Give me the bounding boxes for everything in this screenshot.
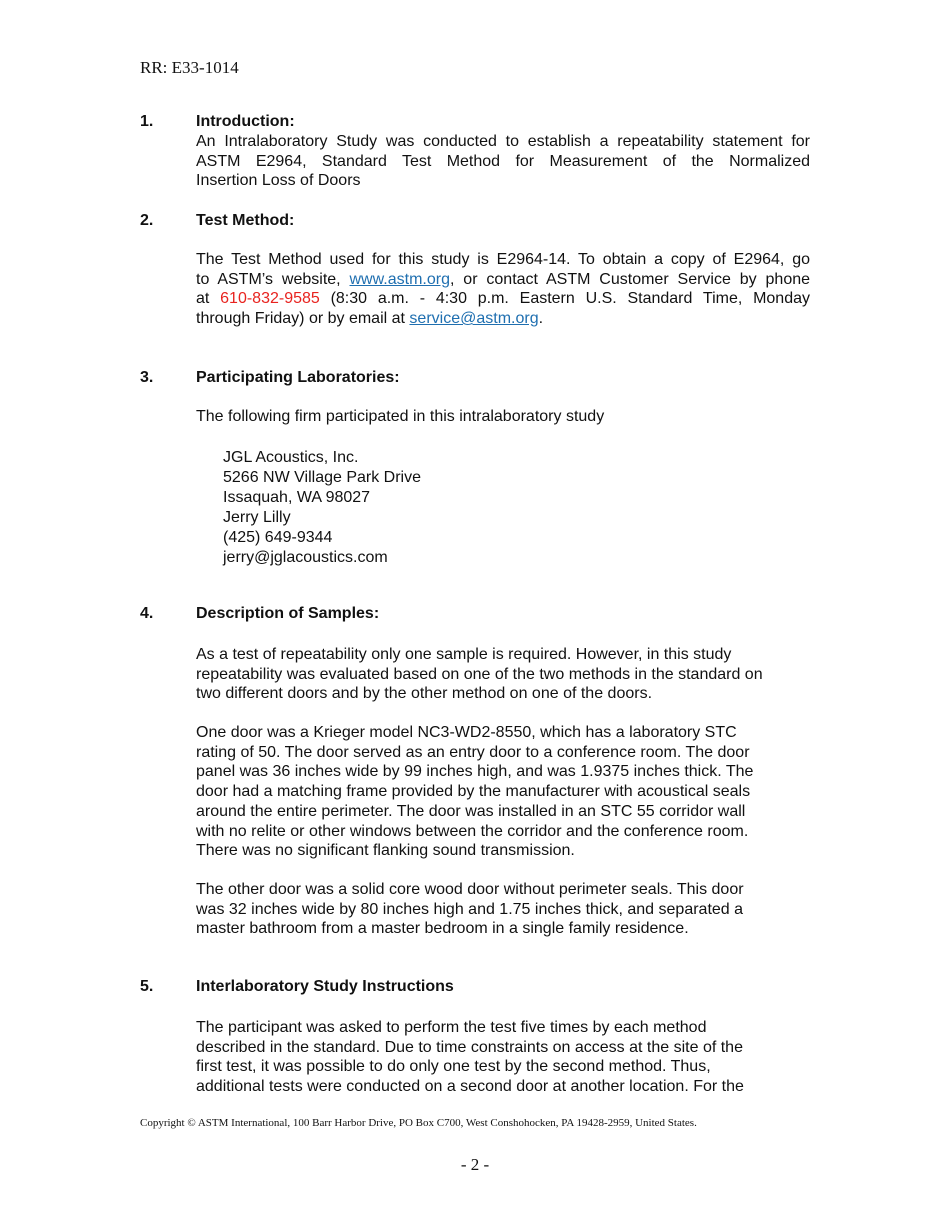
text-line: rating of 50. The door served as an entry door to a conference room. The door <box>196 743 750 761</box>
section-4-paragraph-1 <box>196 645 810 704</box>
section-5-paragraph-1 <box>196 1018 810 1097</box>
text-line: panel was 36 inches wide by 99 inches high, and was 1.9375 inches thick. The <box>196 763 754 781</box>
text-line: The other door was a solid core wood door without perimeter seals. This door <box>196 881 744 898</box>
section-3-title: Participating Laboratories: <box>196 369 400 386</box>
section-2-number: 2. <box>140 212 154 229</box>
section-2-body <box>196 250 810 329</box>
section-3-number: 3. <box>140 369 154 386</box>
section-4-paragraph-2 <box>196 723 810 861</box>
astm-website-link[interactable]: www.astm.org <box>349 270 450 288</box>
section-1-line-3: Insertion Loss of Doors <box>196 172 361 190</box>
text-line: was 32 inches wide by 80 inches high and 1.75 inches thick, and separated a <box>196 900 744 918</box>
text-line: As a test of repeatability only one sample is required. However, in this study <box>196 646 732 663</box>
section-5-title: Interlaboratory Study Instructions <box>196 978 454 995</box>
lab-name: JGL Acoustics, Inc. <box>223 449 359 466</box>
report-reference: RR: E33-1014 <box>140 58 239 77</box>
lab-city: Issaquah, WA 98027 <box>223 488 371 506</box>
text-line: One door was a Krieger model NC3-WD2-8550, which has a laboratory STC <box>196 724 737 741</box>
text-line: two different doors and by the other method on one of the doors. <box>196 685 653 703</box>
text-line: There was no significant flanking sound transmission. <box>196 842 575 860</box>
section-2-line-1: The Test Method used for this study is E2964-14. To obtain a copy of E2964, go <box>196 251 810 268</box>
section-2-line-2: to ASTM’s website, www.astm.org, or contact ASTM Customer Service by phone <box>196 270 811 288</box>
text-line: additional tests were conducted on a second door at another location. For the <box>196 1078 744 1096</box>
text-line: around the entire perimeter. The door was installed in an STC 55 corridor wall <box>196 802 746 820</box>
section-1-line-1: An Intralaboratory Study was conducted to establish a repeatability statement for <box>196 133 810 150</box>
text-line: described in the standard. Due to time constraints on access at the site of the <box>196 1038 743 1056</box>
copyright-notice: Copyright © ASTM International, 100 Barr Harbor Drive, PO Box C700, West Conshohocken, PA 19428-2959, United States. <box>140 1117 697 1129</box>
lab-street: 5266 NW Village Park Drive <box>223 468 422 486</box>
lab-phone: (425) 649-9344 <box>223 528 333 546</box>
section-1-body <box>196 132 810 191</box>
section-3-intro: The following firm participated in this intralaboratory study <box>196 408 605 425</box>
section-2-line-3: at 610-832-9585 (8:30 a.m. - 4:30 p.m. Eastern U.S. Standard Time, Monday <box>196 290 811 308</box>
text-line: door had a matching frame provided by the manufacturer with acoustical seals <box>196 783 751 801</box>
text-line: The participant was asked to perform the test five times by each method <box>196 1019 707 1036</box>
section-4-paragraph-3 <box>196 880 810 939</box>
service-email-link[interactable]: service@astm.org <box>409 310 539 328</box>
phone-number: 610-832-9585 <box>220 290 320 308</box>
text-line: first test, it was possible to do only one test by the second method. Thus, <box>196 1058 711 1076</box>
text-line: repeatability was evaluated based on one of the two methods in the standard on <box>196 665 763 683</box>
lab-email: jerry@jglacoustics.com <box>223 548 388 566</box>
section-5-number: 5. <box>140 978 154 995</box>
text-line: master bathroom from a master bedroom in a single family residence. <box>196 920 689 938</box>
page-number: - 2 - <box>460 1155 490 1174</box>
section-2-title: Test Method: <box>196 212 295 229</box>
section-2-line-4: through Friday) or by email at service@astm.org. <box>196 310 544 328</box>
section-1-title: Introduction: <box>196 113 295 130</box>
section-4-number: 4. <box>140 605 154 622</box>
lab-contact-name: Jerry Lilly <box>223 508 291 526</box>
section-1-line-2: ASTM E2964, Standard Test Method for Measurement of the Normalized <box>196 152 810 170</box>
lab-address-block <box>223 448 421 567</box>
section-4-title: Description of Samples: <box>196 605 380 622</box>
text-line: with no relite or other windows between the corridor and the conference room. <box>196 822 749 840</box>
section-1-number: 1. <box>140 113 154 130</box>
